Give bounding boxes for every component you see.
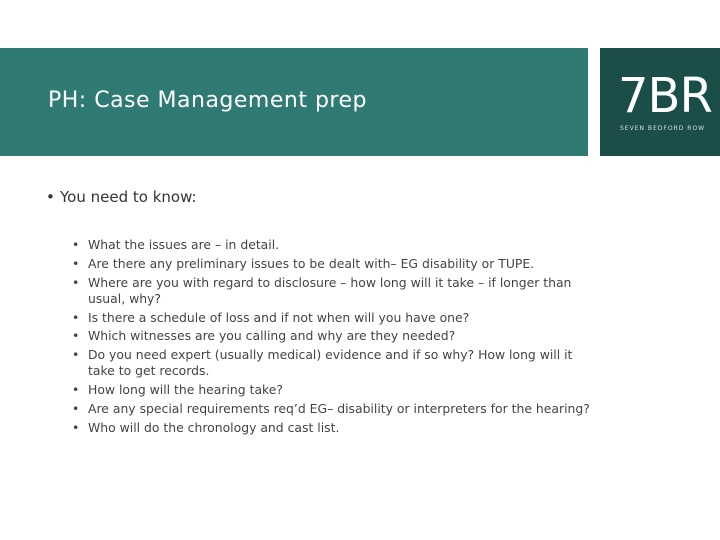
list-item (72, 275, 592, 307)
bullet-icon: • (72, 328, 80, 344)
bullet-icon: • (46, 188, 55, 206)
list-item (72, 310, 592, 326)
bullet-icon: • (72, 419, 80, 435)
bullet-icon: • (72, 274, 80, 290)
list-item (72, 420, 592, 436)
bullet-icon: • (72, 400, 80, 416)
logo-tagline: SEVEN BEDFORD ROW (620, 125, 706, 132)
sub-bullet-list (72, 237, 592, 439)
list-item (72, 237, 592, 253)
logo-mark: 7BR (618, 68, 712, 124)
list-item-text: What the issues are – in detail. (88, 237, 280, 252)
list-item-text: Who will do the chronology and cast list. (88, 419, 340, 435)
list-item-text: Are there any preliminary issues to be dealt with– EG disability or TUPE. (88, 255, 535, 271)
list-item (72, 328, 592, 344)
bullet-icon: • (72, 237, 80, 252)
list-item-text: Are any special requirements req’d EG– disability or interpreters for the hearing? (88, 400, 590, 416)
bullet-icon: • (72, 255, 80, 271)
list-item-text: How long will the hearing take? (88, 382, 283, 398)
list-item-text: Do you need expert (usually medical) evidence and if so why? How long will it take to get records. (88, 347, 573, 379)
bullet-icon: • (72, 347, 80, 363)
logo (600, 48, 720, 156)
bullet-icon: • (72, 382, 80, 398)
main-bullet-text: You need to know: (60, 188, 197, 206)
bullet-icon: • (72, 309, 80, 325)
list-item-text: Where are you with regard to disclosure – how long will it take – if longer than usual, why? (88, 274, 572, 306)
list-item (72, 401, 592, 417)
list-item (72, 347, 592, 379)
list-item (72, 256, 592, 272)
list-item-text: Is there a schedule of loss and if not when will you have one? (88, 309, 470, 325)
slide-title: PH: Case Management prep (48, 88, 367, 113)
list-item-text: Which witnesses are you calling and why are they needed? (88, 328, 456, 344)
list-item (72, 382, 592, 398)
main-bullet (46, 188, 197, 206)
